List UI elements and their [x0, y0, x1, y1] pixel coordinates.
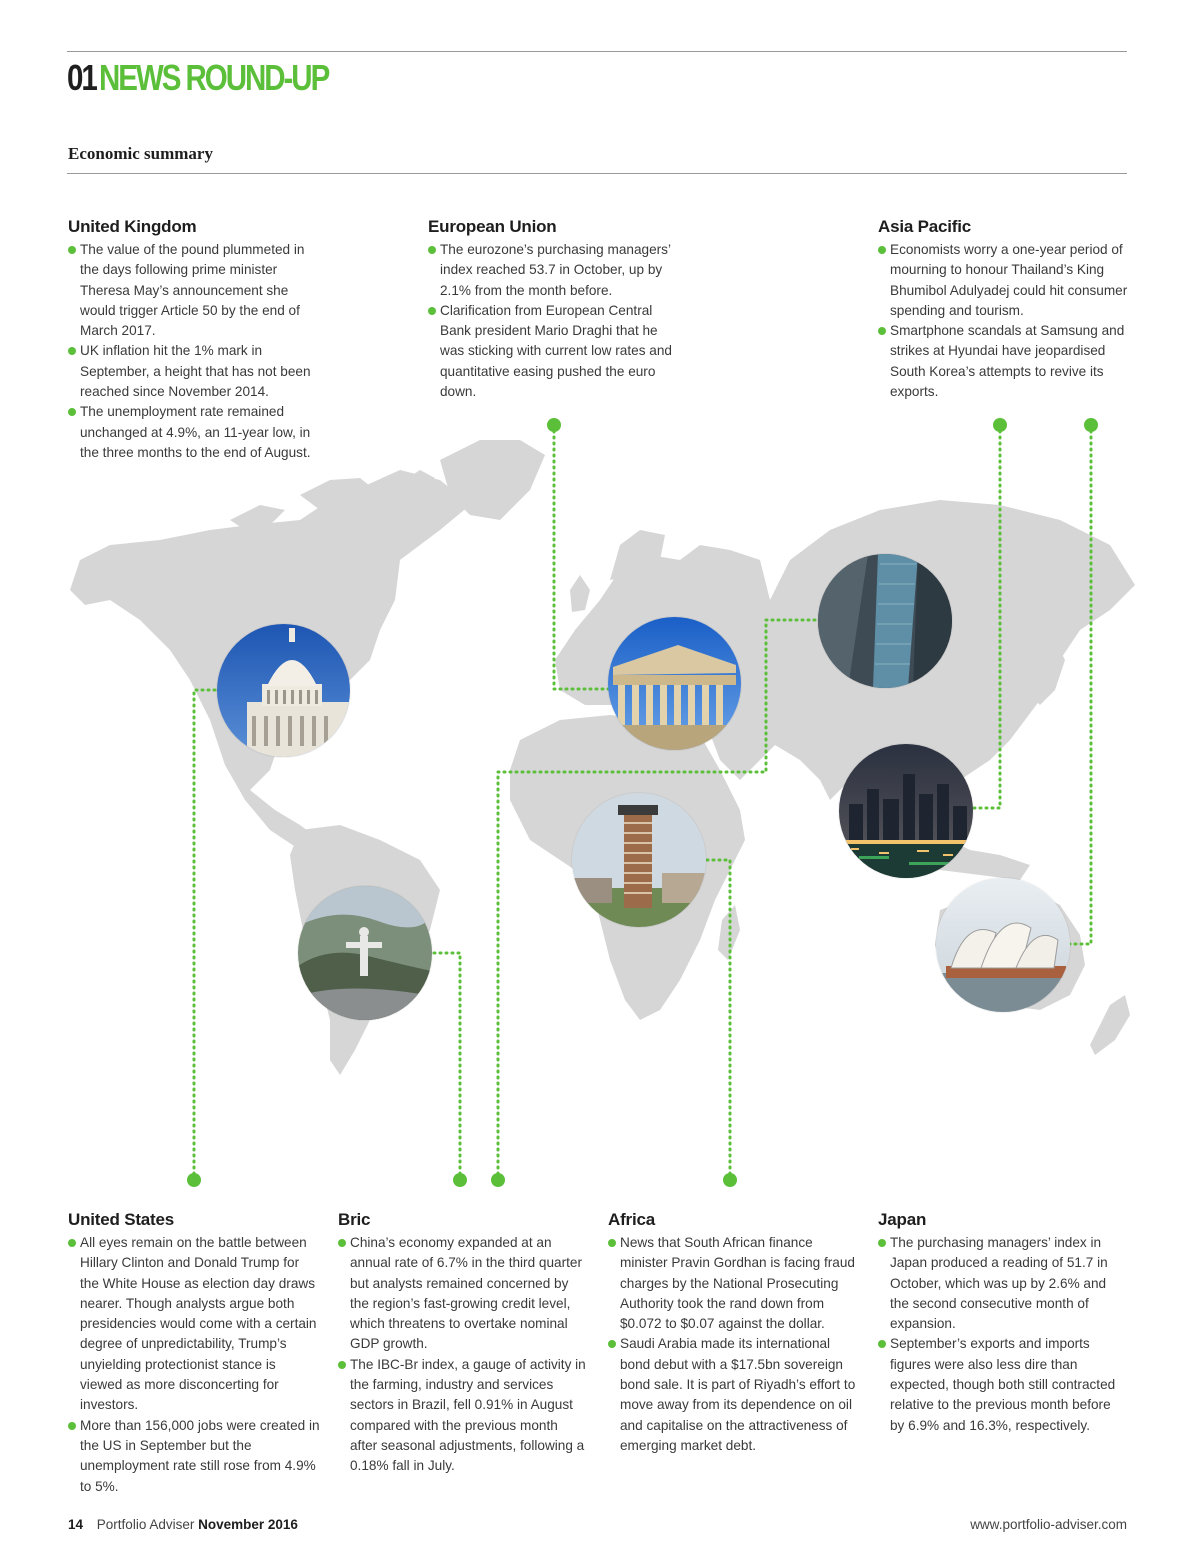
- region-heading: Japan: [878, 1210, 927, 1229]
- bullet-item: Clarification from European Central Bank president Mario Draghi that he was sticking with current low rates and quantitative easing pushed the euro down.: [428, 301, 678, 402]
- bullet-item: The IBC-Br index, a gauge of activity in the farming, industry and services sectors in Brazil, fell 0.91% in August compared with the previous month after seasonal adjustments, following a 0.18% fall in July.: [338, 1355, 588, 1477]
- bullet-item: More than 156,000 jobs were created in the US in September but the unemployment rate still rose from 4.9% to 5%.: [68, 1416, 320, 1497]
- bullet-list: [878, 240, 1128, 402]
- bullet-item: Smartphone scandals at Samsung and strikes at Hyundai have jeopardised South Korea’s attempts to revive its exports.: [878, 321, 1128, 402]
- bullet-item: UK inflation hit the 1% mark in September, a height that has not been reached since November 2014.: [68, 341, 320, 402]
- asian-city-skyline-photo: [839, 744, 973, 878]
- region-africa: [608, 1210, 862, 1456]
- new-zealand-shape: [1090, 995, 1130, 1055]
- pin-european-union: [547, 418, 561, 432]
- issue-date: November 2016: [198, 1517, 298, 1532]
- bullet-item: The value of the pound plummeted in the days following prime minister Theresa May’s announcement she would trigger Article 50 by the end of March 2017.: [68, 240, 320, 341]
- region-heading: Bric: [338, 1210, 371, 1229]
- pin-asia-pacific: [993, 418, 1007, 432]
- region-asia-pacific: [878, 217, 1128, 402]
- pin-africa: [723, 1173, 737, 1187]
- bullet-item: The eurozone’s purchasing managers’ index reached 53.7 in October, up by 2.1% from the month before.: [428, 240, 678, 301]
- sydney-opera-house-photo: [936, 878, 1070, 1012]
- pin-bric-2: [491, 1173, 505, 1187]
- region-bric: [338, 1210, 588, 1477]
- bullet-item: The unemployment rate remained unchanged at 4.9%, an 11-year low, in the three months to the end of August.: [68, 402, 320, 463]
- connector-japan: [1065, 425, 1091, 944]
- bullet-list: [608, 1233, 862, 1456]
- bullet-list: [878, 1233, 1128, 1436]
- pin-bric: [453, 1173, 467, 1187]
- bullet-item: Economists worry a one-year period of mourning to honour Thailand’s King Bhumibol Adulyadej could hit consumer spending and tourism.: [878, 240, 1128, 321]
- bullet-item: September’s exports and imports figures were also less dire than expected, though both still contracted relative to the previous month before by 6.9% and 16.3%, respectively.: [878, 1334, 1128, 1435]
- bullet-item: News that South African finance minister Pravin Gordhan is facing fraud charges by the National Prosecuting Authority took the rand down from $0.072 to $0.07 against the dollar.: [608, 1233, 862, 1334]
- publication-name: Portfolio Adviser: [96, 1517, 195, 1532]
- region-japan: [878, 1210, 1128, 1436]
- rio-christ-redeemer-photo: [298, 886, 432, 1020]
- nairobi-tower-photo: [572, 793, 706, 927]
- section-number: 01: [67, 57, 96, 98]
- page-number: 14: [68, 1517, 84, 1532]
- region-united-kingdom: [68, 217, 320, 463]
- pin-japan: [1084, 418, 1098, 432]
- region-heading: United Kingdom: [68, 217, 197, 236]
- bullet-item: The purchasing managers’ index in Japan produced a reading of 51.7 in October, which was up by 2.6% and the second consecutive month of expansion.: [878, 1233, 1128, 1334]
- page-subtitle: Economic summary: [68, 144, 213, 163]
- uk-shape: [570, 575, 590, 612]
- bullet-item: China’s economy expanded at an annual rate of 6.7% in the third quarter but analysts remained concerned by the region’s fast-growing credit level, which threatens to overtake nominal GDP growth.: [338, 1233, 588, 1355]
- section-title: NEWS ROUND-UP: [99, 57, 329, 98]
- china-skyscraper-photo: [818, 554, 952, 688]
- athens-parthenon-photo: [608, 617, 741, 750]
- region-european-union: [428, 217, 678, 402]
- footer-website[interactable]: www.portfolio-adviser.com: [970, 1517, 1127, 1532]
- connector-bric: [420, 953, 460, 1180]
- region-heading: Africa: [608, 1210, 655, 1229]
- us-capitol-photo: [217, 624, 350, 757]
- bullet-list: [338, 1233, 588, 1477]
- footer-left: [68, 1517, 298, 1532]
- bullet-item: Saudi Arabia made its international bond debut with a $17.5bn sovereign bond sale. It is part of Riyadh’s effort to move away from its dependence on oil and capitalise on the attractiveness of emerging market debt.: [608, 1334, 862, 1456]
- bullet-item: All eyes remain on the battle between Hillary Clinton and Donald Trump for the White House as election day draws nearer. Though analysts argue both presidencies would come with a certain degree of unpredictability, Trump’s unyielding protectionist stance is viewed as more disconcerting for investors.: [68, 1233, 320, 1416]
- bullet-list: [428, 240, 678, 402]
- bullet-list: [68, 1233, 320, 1497]
- region-heading: European Union: [428, 217, 557, 236]
- region-heading: United States: [68, 1210, 175, 1229]
- region-united-states: [68, 1210, 320, 1497]
- pin-united-states: [187, 1173, 201, 1187]
- bullet-list: [68, 240, 320, 463]
- region-heading: Asia Pacific: [878, 217, 972, 236]
